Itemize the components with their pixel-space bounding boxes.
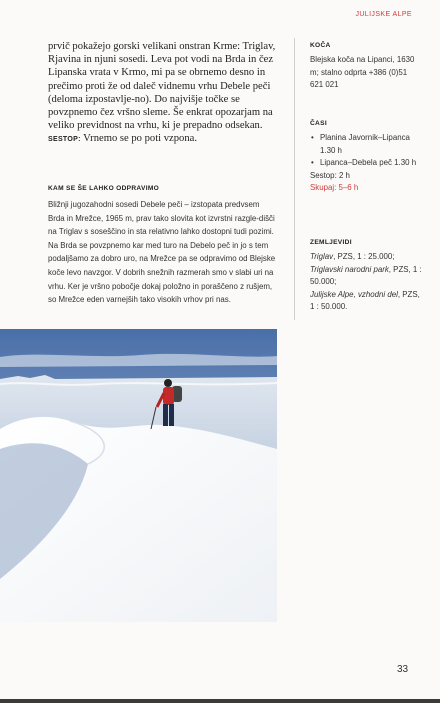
zemljevidi-block <box>310 237 422 313</box>
map-entry <box>310 251 422 263</box>
sestop-label: SESTOP: <box>48 136 81 144</box>
casi-list <box>310 132 422 169</box>
bottom-bar <box>0 699 440 703</box>
map-name: Julijske Alpe, vzhodni del <box>310 289 398 299</box>
casi-block <box>310 118 422 194</box>
casi-title: ČASI <box>310 120 327 127</box>
section-body: Bližnji jugozahodni sosedi Debele peči – izstopata predvsem Brda in Mrežce, 1965 m, prav tako slovita kot izvrstni razgle-dišči na Triglav s soseščino in sta relativno lahko dostopni tudi pozimi. Na Brda se povzpnemo kar med turo na Debelo peč in jo s tem podaljšamo za dobro uro, na Mrežce pa se odpravimo od Blejske koče levo navzgor. V dobrih snežnih razmerah smo v slabi uri na vrhu. Ker je vršno pobočje dokaj položno in poraščeno z rušjem, so Mrežce eden varnejših tako visokih vrhov pri nas. <box>48 200 276 305</box>
map-details: , PZS, 1 : 50.000. <box>310 289 420 312</box>
map-details: , PZS, 1 : 25.000; <box>333 252 395 262</box>
map-entry <box>310 264 422 289</box>
koca-title: KOČA <box>310 42 331 49</box>
map-name: Triglav <box>310 252 334 262</box>
column-divider <box>294 38 295 320</box>
sestop-time: Sestop: 2 h <box>310 170 350 180</box>
summit-photo <box>0 329 277 622</box>
koca-text: Blejska koča na Lipanci, 1630 m; stalno odprta +386 (0)51 621 021 <box>310 55 415 90</box>
page-number: 33 <box>397 664 409 675</box>
koca-block <box>310 40 422 92</box>
casi-item: • Planina Javornik–Lipanca 1.30 h <box>310 132 422 157</box>
intro-text: prvič pokažejo gorski velikani onstran Krme: Triglav, Rjavina in njuni sosedi. Leva pot vodi na Brda in čez Lipanska vrata v Krmo, mi pa se obrnemo desno in prečimo proti že od daleč vidnemu vrhu Debele peči (deloma izpostavlje-no). Do najvišje točke se povzpnemo čez vršno sleme. Še enkrat opozarjam na veliko previdnost na vrhu, ki je prepadno odsekan. <box>48 41 276 132</box>
sestop-text: Vrnemo se po poti vzpona. <box>83 133 197 145</box>
casi-item: • Lipanca–Debela peč 1.30 h <box>310 157 422 169</box>
total-time: Skupaj: 5–6 h <box>310 183 359 193</box>
section-label: JULIJSKE ALPE <box>355 11 412 18</box>
intro-paragraph <box>48 40 276 147</box>
map-entry <box>310 289 422 314</box>
section-heading: KAM SE ŠE LAHKO ODPRAVIMO <box>48 185 160 192</box>
map-name: Triglavski narodni park <box>310 264 389 274</box>
map-details: , PZS, 1 : 50.000; <box>310 264 422 287</box>
zemljevidi-title: ZEMLJEVIDI <box>310 239 352 246</box>
